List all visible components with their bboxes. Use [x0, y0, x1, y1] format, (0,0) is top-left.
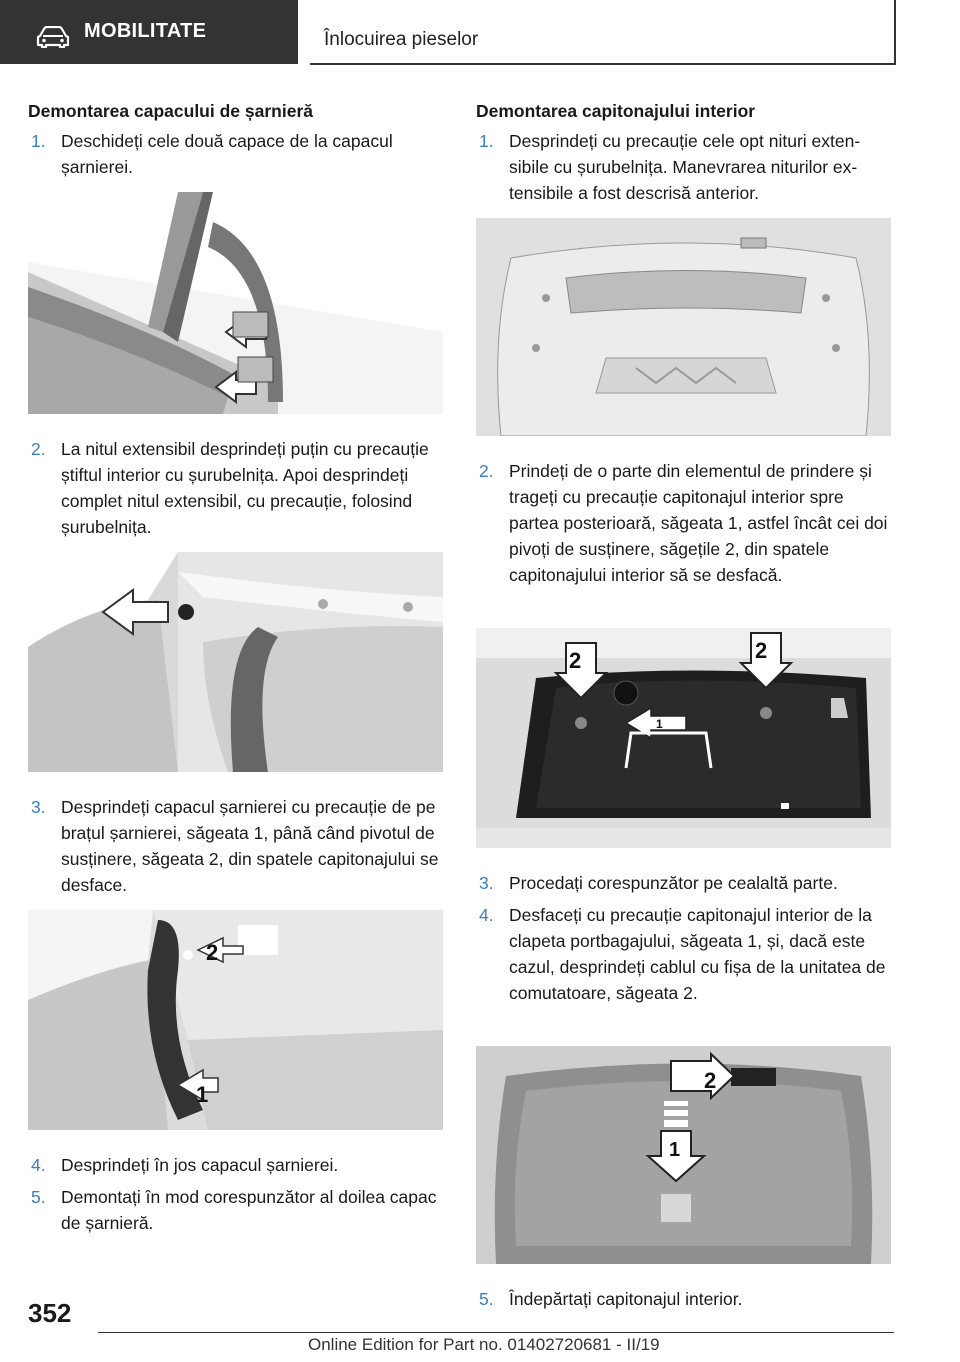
- figure-label-2b: 2: [755, 638, 768, 663]
- step-number: 4.: [31, 1155, 46, 1175]
- page-header: [0, 0, 960, 66]
- figure-trunk-lid-trim: [476, 218, 891, 436]
- step-number: 5.: [31, 1187, 46, 1207]
- left-step-1: [28, 128, 446, 180]
- figure-label-1: 1: [669, 1139, 681, 1161]
- step-text: La nitul extensibil desprindeți puțin cu precauție știftul interior cu șurubelnița. Apoi desprindeți complet nitul extensibil, cu precauție, folosind șurubelnița.: [61, 439, 429, 537]
- step-text: Prindeți de o parte din elementul de prindere și trageți cu precauție capitonajul interior spre partea posterioară, săgeata 1, astfel încât cei doi pivoți de susținere, săgețile 2, din spatele capitonajului interior să se desfacă.: [509, 461, 888, 585]
- step-text: Desprindeți cu precauție cele opt nituri extensibile cu șurubelnița. Manevrarea niturilor extensibile a fost descrisă anterior.: [509, 131, 861, 203]
- figure-expanding-rivet: [28, 552, 443, 772]
- figure-label-2a: 2: [569, 648, 582, 673]
- step-number: 2.: [479, 461, 494, 481]
- footer-divider: [98, 1332, 894, 1333]
- step-number: 2.: [31, 439, 46, 459]
- right-step-5: [476, 1286, 894, 1312]
- left-step-5: [28, 1184, 446, 1236]
- right-step-3: [476, 870, 894, 896]
- figure-hinge-arm: [28, 910, 443, 1130]
- step-text: Îndepărtați capitonajul interior.: [509, 1289, 743, 1309]
- step-text: Procedați corespunzător pe cealaltă parte.: [509, 873, 838, 893]
- left-heading: Demontarea capacului de șarnieră: [28, 101, 313, 121]
- right-step-4: [476, 902, 894, 1006]
- step-text: Desfaceți cu precauție capitonajul interior de la clapeta portbagajului, săgeata 1, și, dacă este cazul, desprindeți cablul cu fișa de la unitatea de comutatoare, săgeata 2.: [509, 905, 886, 1003]
- step-text: Demontați în mod corespunzător al doilea capac de șarnieră.: [61, 1187, 437, 1233]
- figure-hinge-cover-caps: [28, 192, 443, 414]
- left-step-4: [28, 1152, 446, 1178]
- car-icon: [36, 26, 70, 48]
- step-number: 4.: [479, 905, 494, 925]
- figure-label-1: 1: [656, 717, 663, 731]
- step-text: Desprindeți capacul șarnierei cu precauție de pe brațul șarnierei, săgeata 1, până când pivotul de susținere, săgeata 2, din spatele capitonajului se desface.: [61, 797, 439, 895]
- step-number: 3.: [31, 797, 46, 817]
- figure-label-2: 2: [206, 940, 219, 965]
- chapter-title-box: [310, 0, 896, 65]
- figure-support-pins: [476, 628, 891, 848]
- figure-label-1: 1: [196, 1082, 209, 1107]
- left-step-2: [28, 436, 446, 540]
- right-heading: Demontarea capitonajului interior: [476, 101, 756, 121]
- step-number: 1.: [479, 131, 494, 151]
- step-number: 1.: [31, 131, 46, 151]
- left-column: [28, 100, 446, 1242]
- step-number: 3.: [479, 873, 494, 893]
- right-column: [476, 100, 894, 1318]
- section-tab[interactable]: [0, 0, 298, 64]
- edition-note: Online Edition for Part no. 01402720681 - II/19: [308, 1335, 660, 1354]
- left-step-3: [28, 794, 446, 898]
- right-step-2: [476, 458, 894, 588]
- step-text: Desprindeți în jos capacul șarnierei.: [61, 1155, 339, 1175]
- figure-label-2: 2: [704, 1068, 717, 1093]
- figure-trim-cable: [476, 1046, 891, 1264]
- step-text: Deschideți cele două capace de la capacul șarnierei.: [61, 131, 393, 177]
- step-number: 5.: [479, 1289, 494, 1309]
- page-number: 352: [28, 1298, 72, 1328]
- chapter-title: Înlocuirea pieselor: [324, 29, 479, 50]
- right-step-1: [476, 128, 894, 206]
- section-label: MOBILITATE: [84, 20, 207, 42]
